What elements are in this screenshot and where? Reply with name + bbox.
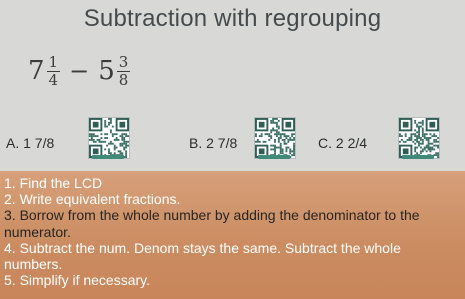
qr-caption-strip [92,155,124,159]
second-numerator: 3 [118,52,129,71]
first-denominator: 4 [48,70,59,89]
first-numerator: 1 [48,52,59,71]
step-2: 2. Write equivalent fractions. [4,191,181,208]
first-whole-number: 7 [28,56,45,86]
option-b-label[interactable]: B. 2 7/8 [189,135,238,151]
qr-code-icon[interactable] [254,117,296,159]
answer-options [0,113,465,163]
second-fraction [117,54,131,89]
minus-sign: − [69,57,90,85]
qr-code-icon[interactable] [398,117,440,159]
qr-code-icon[interactable] [88,117,130,159]
step-1: 1. Find the LCD [4,175,103,191]
step-3: 3. Borrow from the whole number by adding the denominator to the numerator. [4,207,420,240]
option-c-label[interactable]: C. 2 2/4 [318,135,368,151]
option-a-label[interactable]: A. 1 7/8 [6,135,55,151]
worksheet-title: Subtraction with regrouping [83,5,382,32]
steps-panel [0,171,465,299]
qr-caption-strip [402,155,434,159]
second-denominator: 8 [118,70,129,89]
step-5: 5. Simplify if necessary. [4,272,151,289]
subtraction-expression [28,48,130,94]
second-whole-number: 5 [98,56,115,86]
steps-list [0,171,465,288]
first-fraction [47,54,61,89]
step-4: 4. Subtract the num. Denom stays the same. Subtract the whole numbers. [4,239,401,273]
qr-caption-strip [258,155,290,159]
